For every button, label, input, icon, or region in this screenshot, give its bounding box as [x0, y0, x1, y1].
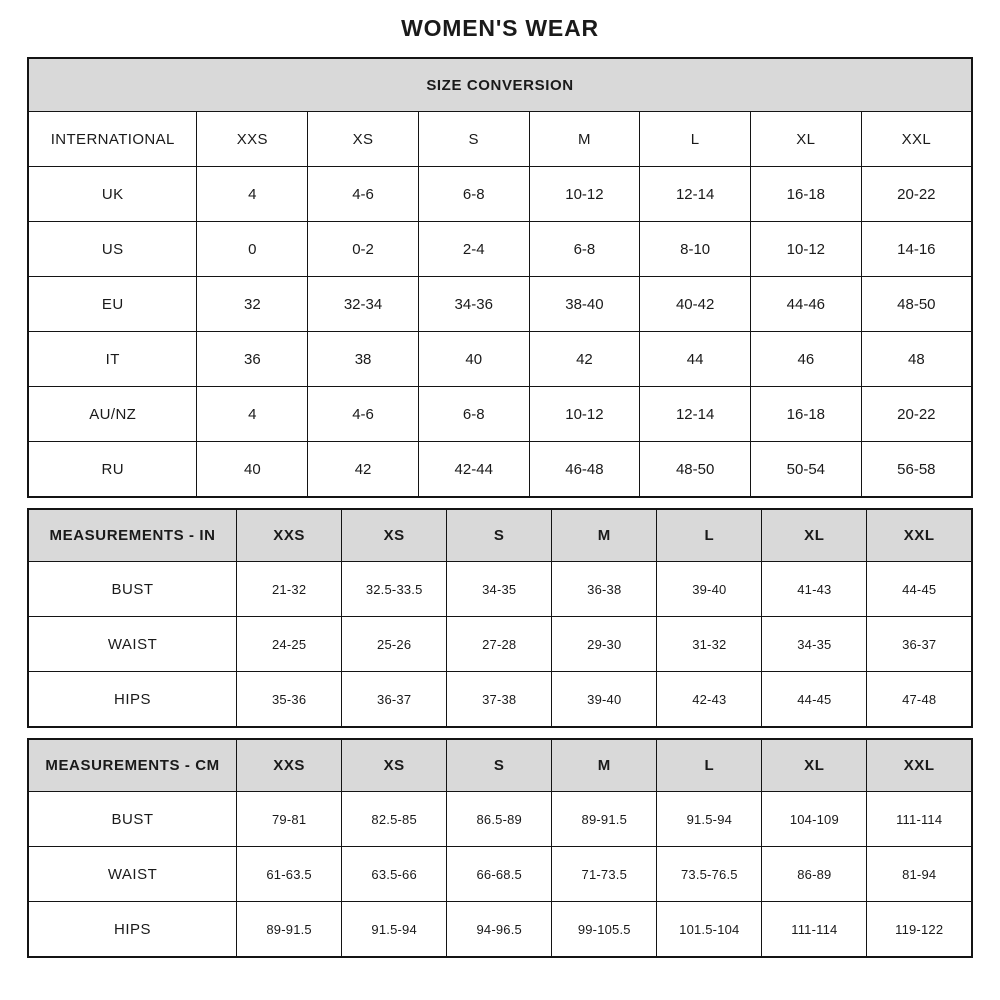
- table-header-row: [28, 58, 972, 112]
- value-cell: 16-18: [751, 167, 862, 222]
- row-label: EU: [28, 277, 197, 332]
- value-cell: 91.5-94: [342, 902, 447, 958]
- value-cell: 66-68.5: [447, 847, 552, 902]
- value-cell: 39-40: [657, 562, 762, 617]
- value-cell: 36-37: [342, 672, 447, 728]
- value-cell: 12-14: [640, 387, 751, 442]
- value-cell: 79-81: [237, 792, 342, 847]
- measurements-cm-table-header: MEASUREMENTS - CM: [28, 739, 237, 792]
- value-cell: 38: [308, 332, 419, 387]
- value-cell: 36-38: [552, 562, 657, 617]
- table-row: [28, 332, 972, 387]
- value-cell: 42-43: [657, 672, 762, 728]
- value-cell: 38-40: [529, 277, 640, 332]
- value-cell: 20-22: [861, 387, 972, 442]
- size-header-s: S: [418, 112, 529, 167]
- size-header-xs: XS: [342, 509, 447, 562]
- row-label: WAIST: [28, 617, 237, 672]
- value-cell: 14-16: [861, 222, 972, 277]
- value-cell: 35-36: [237, 672, 342, 728]
- value-cell: 42: [529, 332, 640, 387]
- table-row: [28, 387, 972, 442]
- value-cell: 111-114: [867, 792, 972, 847]
- value-cell: 39-40: [552, 672, 657, 728]
- row-label: RU: [28, 442, 197, 498]
- table-header-row: [28, 739, 972, 792]
- value-cell: 48-50: [640, 442, 751, 498]
- size-conversion-table: [27, 57, 973, 498]
- value-cell: 44-45: [867, 562, 972, 617]
- value-cell: 34-35: [762, 617, 867, 672]
- value-cell: 63.5-66: [342, 847, 447, 902]
- value-cell: 46: [751, 332, 862, 387]
- value-cell: 40: [197, 442, 308, 498]
- value-cell: 34-35: [447, 562, 552, 617]
- value-cell: 101.5-104: [657, 902, 762, 958]
- row-label: BUST: [28, 562, 237, 617]
- value-cell: 81-94: [867, 847, 972, 902]
- value-cell: 119-122: [867, 902, 972, 958]
- value-cell: 8-10: [640, 222, 751, 277]
- measurements-in-table-header: MEASUREMENTS - IN: [28, 509, 237, 562]
- value-cell: 34-36: [418, 277, 529, 332]
- table-row: [28, 167, 972, 222]
- size-header-l: L: [657, 509, 762, 562]
- value-cell: 40-42: [640, 277, 751, 332]
- size-header-m: M: [529, 112, 640, 167]
- value-cell: 20-22: [861, 167, 972, 222]
- value-cell: 32-34: [308, 277, 419, 332]
- row-label: IT: [28, 332, 197, 387]
- value-cell: 24-25: [237, 617, 342, 672]
- value-cell: 6-8: [529, 222, 640, 277]
- value-cell: 4-6: [308, 167, 419, 222]
- value-cell: 10-12: [529, 167, 640, 222]
- row-label: WAIST: [28, 847, 237, 902]
- table-row: [28, 847, 972, 902]
- value-cell: 42-44: [418, 442, 529, 498]
- value-cell: 46-48: [529, 442, 640, 498]
- value-cell: 44-45: [762, 672, 867, 728]
- value-cell: 4: [197, 387, 308, 442]
- size-header-xs: XS: [308, 112, 419, 167]
- value-cell: 32: [197, 277, 308, 332]
- size-header-s: S: [447, 509, 552, 562]
- value-cell: 91.5-94: [657, 792, 762, 847]
- row-label: US: [28, 222, 197, 277]
- value-cell: 99-105.5: [552, 902, 657, 958]
- size-header-xxl: XXL: [861, 112, 972, 167]
- value-cell: 6-8: [418, 167, 529, 222]
- value-cell: 73.5-76.5: [657, 847, 762, 902]
- value-cell: 10-12: [751, 222, 862, 277]
- size-header-xl: XL: [762, 509, 867, 562]
- value-cell: 6-8: [418, 387, 529, 442]
- value-cell: 82.5-85: [342, 792, 447, 847]
- value-cell: 25-26: [342, 617, 447, 672]
- table-header-row: [28, 509, 972, 562]
- row-label: BUST: [28, 792, 237, 847]
- table-row: [28, 277, 972, 332]
- size-header-xl: XL: [762, 739, 867, 792]
- value-cell: 61-63.5: [237, 847, 342, 902]
- value-cell: 42: [308, 442, 419, 498]
- value-cell: 37-38: [447, 672, 552, 728]
- measurements-cm-table: [27, 738, 973, 958]
- value-cell: 86-89: [762, 847, 867, 902]
- value-cell: 56-58: [861, 442, 972, 498]
- size-header-m: M: [552, 739, 657, 792]
- value-cell: 89-91.5: [237, 902, 342, 958]
- international-size-row: [28, 112, 972, 167]
- size-header-xxs: XXS: [197, 112, 308, 167]
- measurements-in-table: [27, 508, 973, 728]
- value-cell: 94-96.5: [447, 902, 552, 958]
- size-header-m: M: [552, 509, 657, 562]
- value-cell: 32.5-33.5: [342, 562, 447, 617]
- value-cell: 0-2: [308, 222, 419, 277]
- page-title: WOMEN'S WEAR: [401, 15, 599, 41]
- value-cell: 48: [861, 332, 972, 387]
- value-cell: 27-28: [447, 617, 552, 672]
- value-cell: 31-32: [657, 617, 762, 672]
- table-row: [28, 442, 972, 498]
- value-cell: 111-114: [762, 902, 867, 958]
- value-cell: 10-12: [529, 387, 640, 442]
- row-label: HIPS: [28, 672, 237, 728]
- row-label: HIPS: [28, 902, 237, 958]
- value-cell: 0: [197, 222, 308, 277]
- value-cell: 50-54: [751, 442, 862, 498]
- value-cell: 12-14: [640, 167, 751, 222]
- table-row: [28, 617, 972, 672]
- size-header-l: L: [657, 739, 762, 792]
- size-conversion-header: SIZE CONVERSION: [28, 58, 972, 112]
- table-row: [28, 562, 972, 617]
- value-cell: 36-37: [867, 617, 972, 672]
- value-cell: 86.5-89: [447, 792, 552, 847]
- size-header-xs: XS: [342, 739, 447, 792]
- value-cell: 41-43: [762, 562, 867, 617]
- value-cell: 29-30: [552, 617, 657, 672]
- value-cell: 47-48: [867, 672, 972, 728]
- table-row: [28, 222, 972, 277]
- value-cell: 36: [197, 332, 308, 387]
- table-row: [28, 672, 972, 728]
- international-label: INTERNATIONAL: [28, 112, 197, 167]
- row-label: UK: [28, 167, 197, 222]
- value-cell: 40: [418, 332, 529, 387]
- value-cell: 48-50: [861, 277, 972, 332]
- size-header-xxl: XXL: [867, 739, 972, 792]
- tables-container: [27, 57, 973, 958]
- value-cell: 89-91.5: [552, 792, 657, 847]
- table-row: [28, 902, 972, 958]
- size-header-xxl: XXL: [867, 509, 972, 562]
- value-cell: 44: [640, 332, 751, 387]
- value-cell: 16-18: [751, 387, 862, 442]
- value-cell: 44-46: [751, 277, 862, 332]
- size-header-xl: XL: [751, 112, 862, 167]
- table-row: [28, 792, 972, 847]
- size-header-xxs: XXS: [237, 509, 342, 562]
- row-label: AU/NZ: [28, 387, 197, 442]
- value-cell: 4-6: [308, 387, 419, 442]
- value-cell: 21-32: [237, 562, 342, 617]
- size-header-s: S: [447, 739, 552, 792]
- size-header-xxs: XXS: [237, 739, 342, 792]
- value-cell: 71-73.5: [552, 847, 657, 902]
- value-cell: 2-4: [418, 222, 529, 277]
- size-header-l: L: [640, 112, 751, 167]
- value-cell: 104-109: [762, 792, 867, 847]
- value-cell: 4: [197, 167, 308, 222]
